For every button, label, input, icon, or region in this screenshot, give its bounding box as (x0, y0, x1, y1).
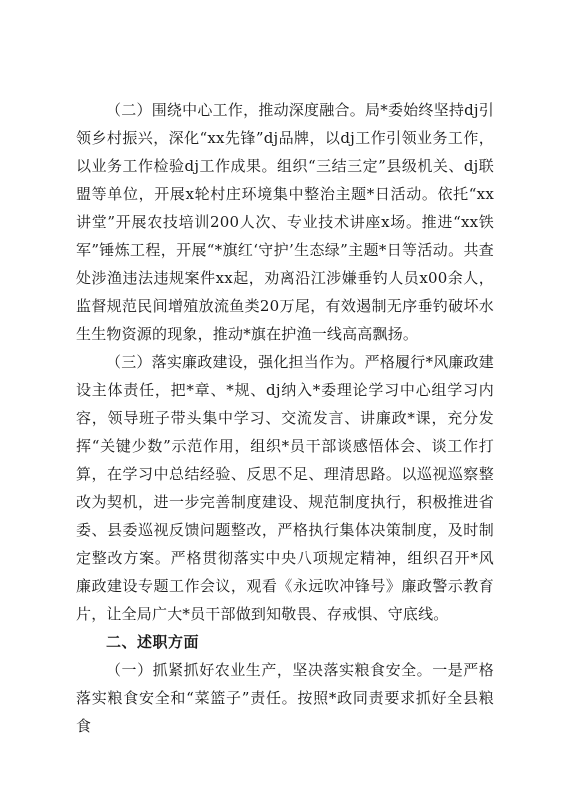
paragraph-integrity-building: （三）落实廉政建设，强化担当作为。严格履行*风廉政建设主体责任，把*章、*规、dj纳入*委理论学习中心组学习内容，领导班子带头集中学习、交流发言、讲廉政*课，充分发挥“关键少数”示范作用，组织*员干部谈感悟体会、谈工作打算，在学习中总结经验、反思不足、理清思路。以巡视巡察整改为契机，进一步完善制度建设、规范制度执行，积极推进省委、县委巡视反馈问题整改，严格执行集体决策制度，及时制定整改方案。严格贯彻落实中央八项规定精神，组织召开*风廉政建设专题工作会议，观看《永远吹冲锋号》廉政警示教育片，让全局广大*员干部做到知敬畏、存戒惧、守底线。 (76, 353, 494, 623)
paragraph-agriculture-production: （一）抓紧抓好农业生产，坚决落实粮食安全。一是严格落实粮食安全和“菜篮子”责任。按照*政同责要求抓好全县粮食 (76, 661, 494, 735)
section-heading-duty-report: 二、述职方面 (106, 633, 200, 651)
paragraph-center-work: （二）围绕中心工作，推动深度融合。局*委始终坚持dj引领乡村振兴，深化“xx先锋”dj品牌，以dj工作引领业务工作，以业务工作检验dj工作成果。组织“三结三定”县级机关、dj联盟等单位，开展x轮村庄环境集中整治主题*日活动。依托“xx讲堂”开展农技培训200人次、专业技术讲座x场。推进“xx铁军”锤炼工程，开展“*旗红‘守护’生态绿”主题*日等活动。共查处涉渔违法违规案件xx起，劝离沿江涉嫌垂钓人员x00余人，监督规范民间增殖放流鱼类20万尾，有效遏制无序垂钓破坏水生生物资源的现象，推动*旗在护渔一线高高飘扬。 (76, 101, 494, 343)
